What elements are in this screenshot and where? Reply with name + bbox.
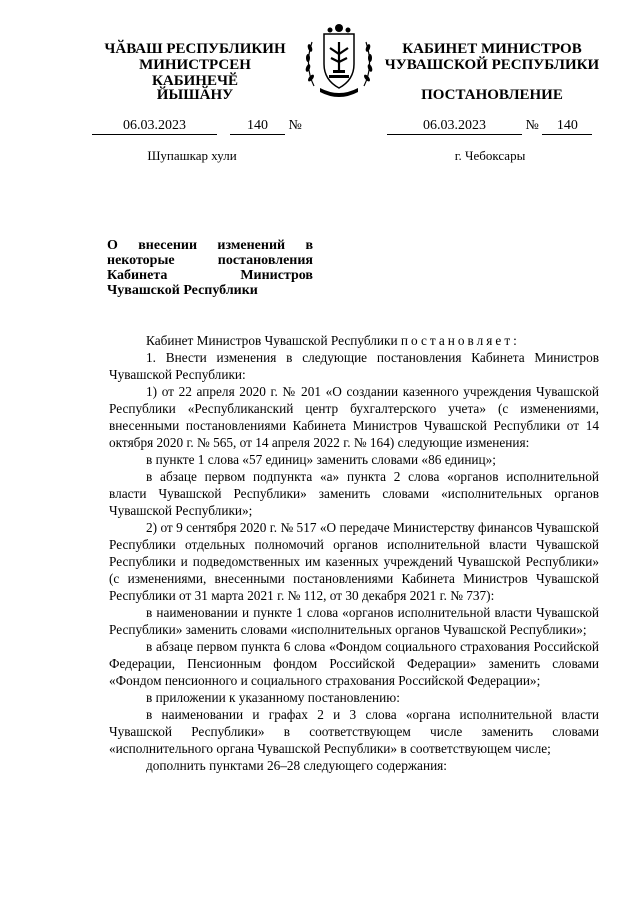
body-paragraph: 2) от 9 сентября 2020 г. № 517 «О передаче Министерству финансов Чувашской Республики отдельных полномочий органов исполнительной власти Чувашской Республики и подведомственных им казенных учреждений Чувашской Республики» (с изменениями, внесенными постановлениями Кабинета Министров Чувашской Республики от 31 марта 2021 г. № 112, от 30 декабря 2021 г. № 737): bbox=[109, 520, 599, 603]
header-right-city: г. Чебоксары bbox=[454, 148, 526, 163]
header-right-date-line bbox=[387, 118, 592, 135]
header-right-org bbox=[382, 41, 602, 73]
intro-verb: постановляет: bbox=[400, 333, 520, 348]
body-paragraph: 1. Внести изменения в следующие постановления Кабинета Министров Чувашской Республики: bbox=[109, 350, 599, 382]
body-paragraph: в наименовании и графах 2 и 3 слова «органа исполнительной власти Чувашской Республики» в соответствующем числе заменить словами «исполнительного органа Чувашской Республики» в соответствующем числе; bbox=[109, 707, 599, 756]
body-paragraph: в абзаце первом подпункта «а» пункта 2 слова «органов исполнительной власти Чувашской Республики» заменить словами «исполнительных органов Чувашской Республики»; bbox=[109, 469, 599, 518]
doc-title: О внесении изменений в некоторые постановления Кабинета Министров Чувашской Республики bbox=[107, 238, 313, 298]
body-intro bbox=[109, 332, 599, 349]
body-paragraph: в абзаце первом пункта 6 слова «Фондом социального страхования Российской Федерации, Пенсионным фондом Российской Федерации» заменить словами «Фондом пенсионного и социального страхования Российской Федерации»; bbox=[109, 639, 599, 688]
header-right-number: 140 bbox=[542, 118, 592, 135]
body-paragraph: в наименовании и пункте 1 слова «органов исполнительной власти Чувашской Республики» заменить словами «исполнительных органов Чувашской Республики»; bbox=[109, 605, 599, 637]
header-right-number-sign: № bbox=[525, 118, 539, 133]
chuvash-coat-of-arms-icon bbox=[300, 20, 378, 100]
body-paragraph: 1) от 22 апреля 2020 г. № 201 «О создании казенного учреждения Чувашской Республики «Республиканский центр бухгалтерского учета» (с изменениями, внесенными постановлениями Кабинета Министров Чувашской Республики от 14 октября 2020 г. № 565, от 14 апреля 2022 г. № 164) следующие изменения: bbox=[109, 384, 599, 450]
body-paragraph: в приложении к указанному постановлению: bbox=[146, 690, 400, 705]
header-left-line2: МИНИСТРСЕН КАБИНЕЧӖ bbox=[139, 57, 251, 89]
header-left-org bbox=[95, 41, 295, 89]
intro-text: Кабинет Министров Чувашской Республики bbox=[146, 333, 398, 348]
header-right-doc-type: ПОСТАНОВЛЕНИЕ bbox=[421, 87, 563, 103]
body-paragraph: в пункте 1 слова «57 единиц» заменить словами «86 единиц»; bbox=[146, 452, 497, 467]
header-right-line1: КАБИНЕТ МИНИСТРОВ bbox=[402, 41, 582, 57]
header-left-number-sign: № bbox=[288, 118, 302, 133]
doc-body bbox=[109, 332, 599, 774]
header-right-date: 06.03.2023 bbox=[387, 118, 522, 135]
header-left-date: 06.03.2023 bbox=[92, 118, 217, 135]
header-left-number: 140 bbox=[230, 118, 285, 135]
body-paragraph: дополнить пунктами 26–28 следующего содержания: bbox=[146, 758, 447, 773]
header-left-line1: ЧӐВАШ РЕСПУБЛИКИН bbox=[104, 41, 286, 57]
header-right-line2: ЧУВАШСКОЙ РЕСПУБЛИКИ bbox=[384, 57, 600, 73]
header-left-doc-type: ЙЫШӐНУ bbox=[156, 87, 234, 103]
header-left-city: Шупашкар хули bbox=[147, 148, 237, 163]
header-left-date-line bbox=[92, 118, 302, 135]
